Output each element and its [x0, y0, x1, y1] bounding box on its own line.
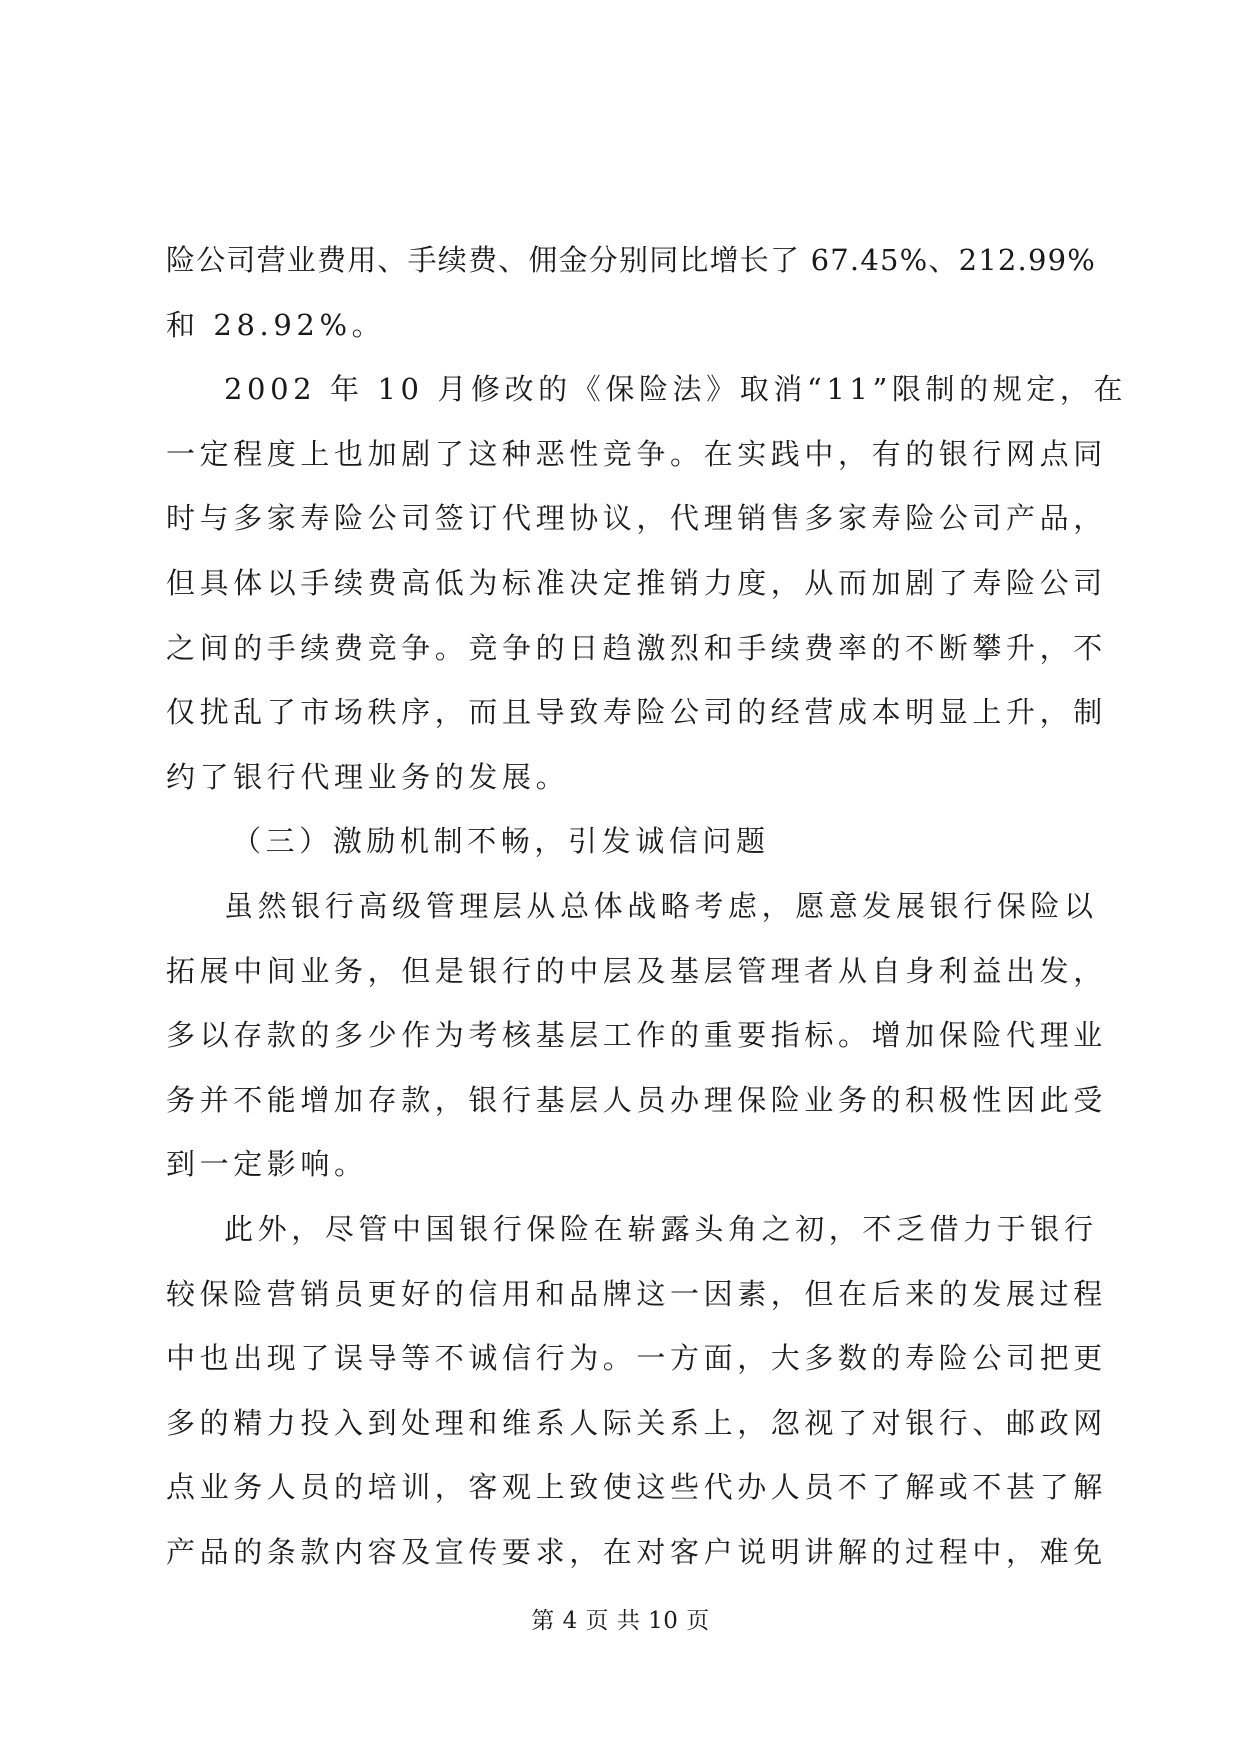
text-line: 时与多家寿险公司签订代理协议，代理销售多家寿险公司产品，	[166, 501, 1107, 536]
body-text	[166, 228, 1128, 1584]
section-heading: （三）激励机制不畅，引发诚信问题	[232, 824, 770, 859]
text-line: 务并不能增加存款，银行基层人员办理保险业务的积极性因此受	[166, 1082, 1107, 1117]
paragraph-first-line: 2002 年 10 月修改的《保险法》取消“11”限制的规定，在	[224, 372, 1128, 407]
text-line: 和 28.92%。	[166, 307, 386, 342]
text-line: 之间的手续费竞争。竞争的日趋激烈和手续费率的不断攀升，不	[166, 630, 1107, 665]
text-line: 一定程度上也加剧了这种恶性竞争。在实践中，有的银行网点同	[166, 436, 1107, 471]
text-line: 到一定影响。	[166, 1147, 368, 1182]
text-line: 产品的条款内容及宣传要求，在对客户说明讲解的过程中，难免	[166, 1534, 1107, 1569]
text-line: 点业务人员的培训，客观上致使这些代办人员不了解或不甚了解	[166, 1470, 1107, 1505]
text-line: 中也出现了误导等不诚信行为。一方面，大多数的寿险公司把更	[166, 1341, 1107, 1376]
paragraph-first-line: 此外，尽管中国银行保险在崭露头角之初，不乏借力于银行	[224, 1211, 1098, 1246]
text-line: 约了银行代理业务的发展。	[166, 759, 570, 794]
paragraph-first-line: 虽然银行高级管理层从总体战略考虑，愿意发展银行保险以	[224, 888, 1098, 923]
text-line: 险公司营业费用、手续费、佣金分别同比增长了 67.45%、212.99%	[166, 243, 1097, 277]
text-line: 拓展中间业务，但是银行的中层及基层管理者从自身利益出发，	[166, 953, 1107, 988]
text-line: 仅扰乱了市场秩序，而且导致寿险公司的经营成本明显上升，制	[166, 695, 1107, 730]
text-line: 较保险营销员更好的信用和品牌这一因素，但在后来的发展过程	[166, 1276, 1107, 1311]
text-line: 多以存款的多少作为考核基层工作的重要指标。增加保险代理业	[166, 1018, 1107, 1053]
text-line: 但具体以手续费高低为标准决定推销力度，从而加剧了寿险公司	[166, 565, 1107, 600]
text-line: 多的精力投入到处理和维系人际关系上，忽视了对银行、邮政网	[166, 1405, 1107, 1440]
page-number-footer: 第 4 页 共 10 页	[531, 1608, 710, 1634]
